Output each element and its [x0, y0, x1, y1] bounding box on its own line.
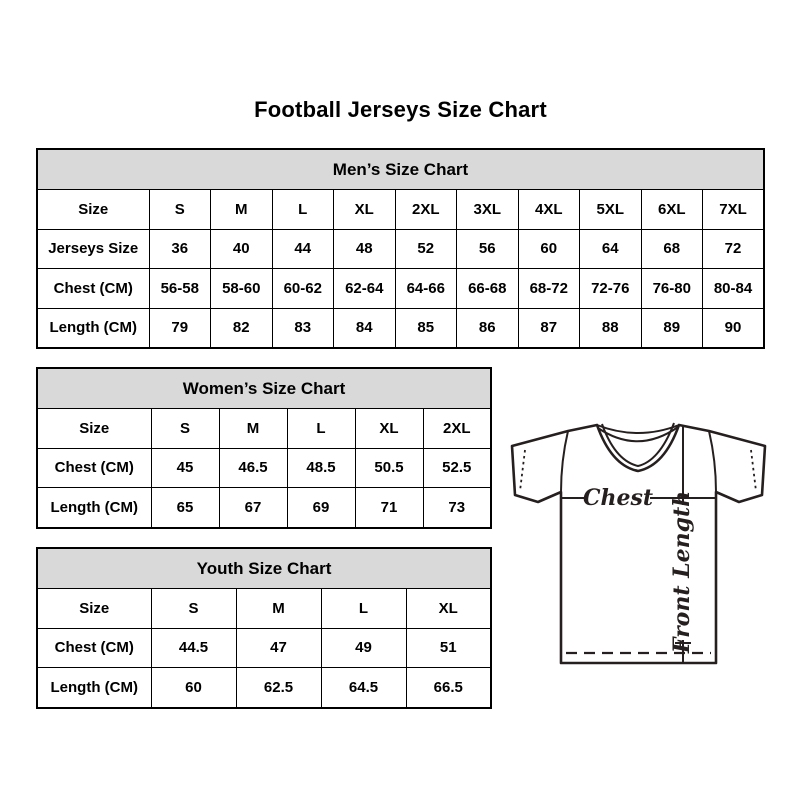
right-cuff-dotted-line [751, 450, 756, 491]
table-row [37, 589, 491, 629]
front-length-label: Front Length [669, 490, 695, 654]
table-cell: 60-62 [272, 269, 334, 309]
table-row [37, 409, 491, 449]
table-cell: 46.5 [219, 448, 287, 488]
table-cell: XL [406, 589, 491, 629]
table-cell: S [149, 190, 211, 230]
table-cell: L [321, 589, 406, 629]
table-cell: 4XL [518, 190, 580, 230]
table-cell: 48.5 [287, 448, 355, 488]
table-cell: 64 [580, 229, 642, 269]
table-cell: 72 [703, 229, 765, 269]
table-row [37, 190, 764, 230]
table-cell: 73 [423, 488, 491, 528]
table-cell: 90 [703, 308, 765, 348]
right-sleeve-seam [709, 431, 716, 492]
table-cell: 44.5 [151, 628, 236, 668]
table-cell: 49 [321, 628, 406, 668]
table-cell: 76-80 [641, 269, 703, 309]
table-cell: 6XL [641, 190, 703, 230]
table-cell: 2XL [395, 190, 457, 230]
row-label: Length (CM) [37, 668, 151, 708]
table-cell: 68-72 [518, 269, 580, 309]
table-band-row [37, 149, 764, 190]
left-cuff-dotted-line [520, 450, 525, 491]
table-cell: M [236, 589, 321, 629]
table-row [37, 308, 764, 348]
table-cell: 69 [287, 488, 355, 528]
table-cell: 58-60 [211, 269, 273, 309]
table-cell: 67 [219, 488, 287, 528]
table-cell: XL [334, 190, 396, 230]
table-cell: 84 [334, 308, 396, 348]
row-label: Size [37, 589, 151, 629]
chest-label: Chest [582, 485, 654, 511]
row-label: Size [37, 409, 151, 449]
womens-size-table [36, 367, 492, 529]
table-row [37, 668, 491, 708]
table-cell: 66-68 [457, 269, 519, 309]
table-cell: 45 [151, 448, 219, 488]
row-label: Length (CM) [37, 308, 149, 348]
table-cell: M [219, 409, 287, 449]
table-cell: 88 [580, 308, 642, 348]
table-cell: 82 [211, 308, 273, 348]
table-row [37, 269, 764, 309]
row-label: Jerseys Size [37, 229, 149, 269]
table-cell: S [151, 589, 236, 629]
table-row [37, 628, 491, 668]
table-cell: 52 [395, 229, 457, 269]
table-cell: 40 [211, 229, 273, 269]
table-cell: 66.5 [406, 668, 491, 708]
table-cell: 48 [334, 229, 396, 269]
table-cell: 5XL [580, 190, 642, 230]
table-cell: 51 [406, 628, 491, 668]
table-row [37, 448, 491, 488]
table-cell: 87 [518, 308, 580, 348]
table-cell: XL [355, 409, 423, 449]
table-cell: 71 [355, 488, 423, 528]
jersey-measurement-diagram [504, 416, 772, 668]
table-cell: 86 [457, 308, 519, 348]
table-cell: 64-66 [395, 269, 457, 309]
table-cell: 89 [641, 308, 703, 348]
youth-table-title: Youth Size Chart [37, 548, 491, 589]
row-label: Chest (CM) [37, 448, 151, 488]
row-label: Chest (CM) [37, 269, 149, 309]
table-cell: 72-76 [580, 269, 642, 309]
table-cell: 2XL [423, 409, 491, 449]
table-cell: L [272, 190, 334, 230]
table-cell: 65 [151, 488, 219, 528]
row-label: Chest (CM) [37, 628, 151, 668]
table-cell: 44 [272, 229, 334, 269]
table-cell: L [287, 409, 355, 449]
table-cell: M [211, 190, 273, 230]
table-cell: 79 [149, 308, 211, 348]
mens-size-table [36, 148, 765, 349]
table-cell: 60 [151, 668, 236, 708]
table-cell: 47 [236, 628, 321, 668]
table-cell: 80-84 [703, 269, 765, 309]
table-cell: 52.5 [423, 448, 491, 488]
womens-table-title: Women’s Size Chart [37, 368, 491, 409]
table-cell: S [151, 409, 219, 449]
table-cell: 3XL [457, 190, 519, 230]
table-cell: 64.5 [321, 668, 406, 708]
youth-size-table [36, 547, 492, 709]
table-cell: 62-64 [334, 269, 396, 309]
left-sleeve-seam [561, 431, 568, 492]
table-cell: 85 [395, 308, 457, 348]
row-label: Length (CM) [37, 488, 151, 528]
collar-back-arc-1 [597, 425, 679, 433]
table-cell: 56-58 [149, 269, 211, 309]
mens-table-title: Men’s Size Chart [37, 149, 764, 190]
table-band-row [37, 548, 491, 589]
table-cell: 50.5 [355, 448, 423, 488]
table-cell: 60 [518, 229, 580, 269]
table-cell: 36 [149, 229, 211, 269]
table-cell: 56 [457, 229, 519, 269]
table-row [37, 229, 764, 269]
table-row [37, 488, 491, 528]
table-band-row [37, 368, 491, 409]
page-title: Football Jerseys Size Chart [254, 97, 547, 122]
row-label: Size [37, 190, 149, 230]
table-cell: 62.5 [236, 668, 321, 708]
table-cell: 7XL [703, 190, 765, 230]
jersey-outline-shape [512, 425, 765, 663]
table-cell: 68 [641, 229, 703, 269]
table-cell: 83 [272, 308, 334, 348]
